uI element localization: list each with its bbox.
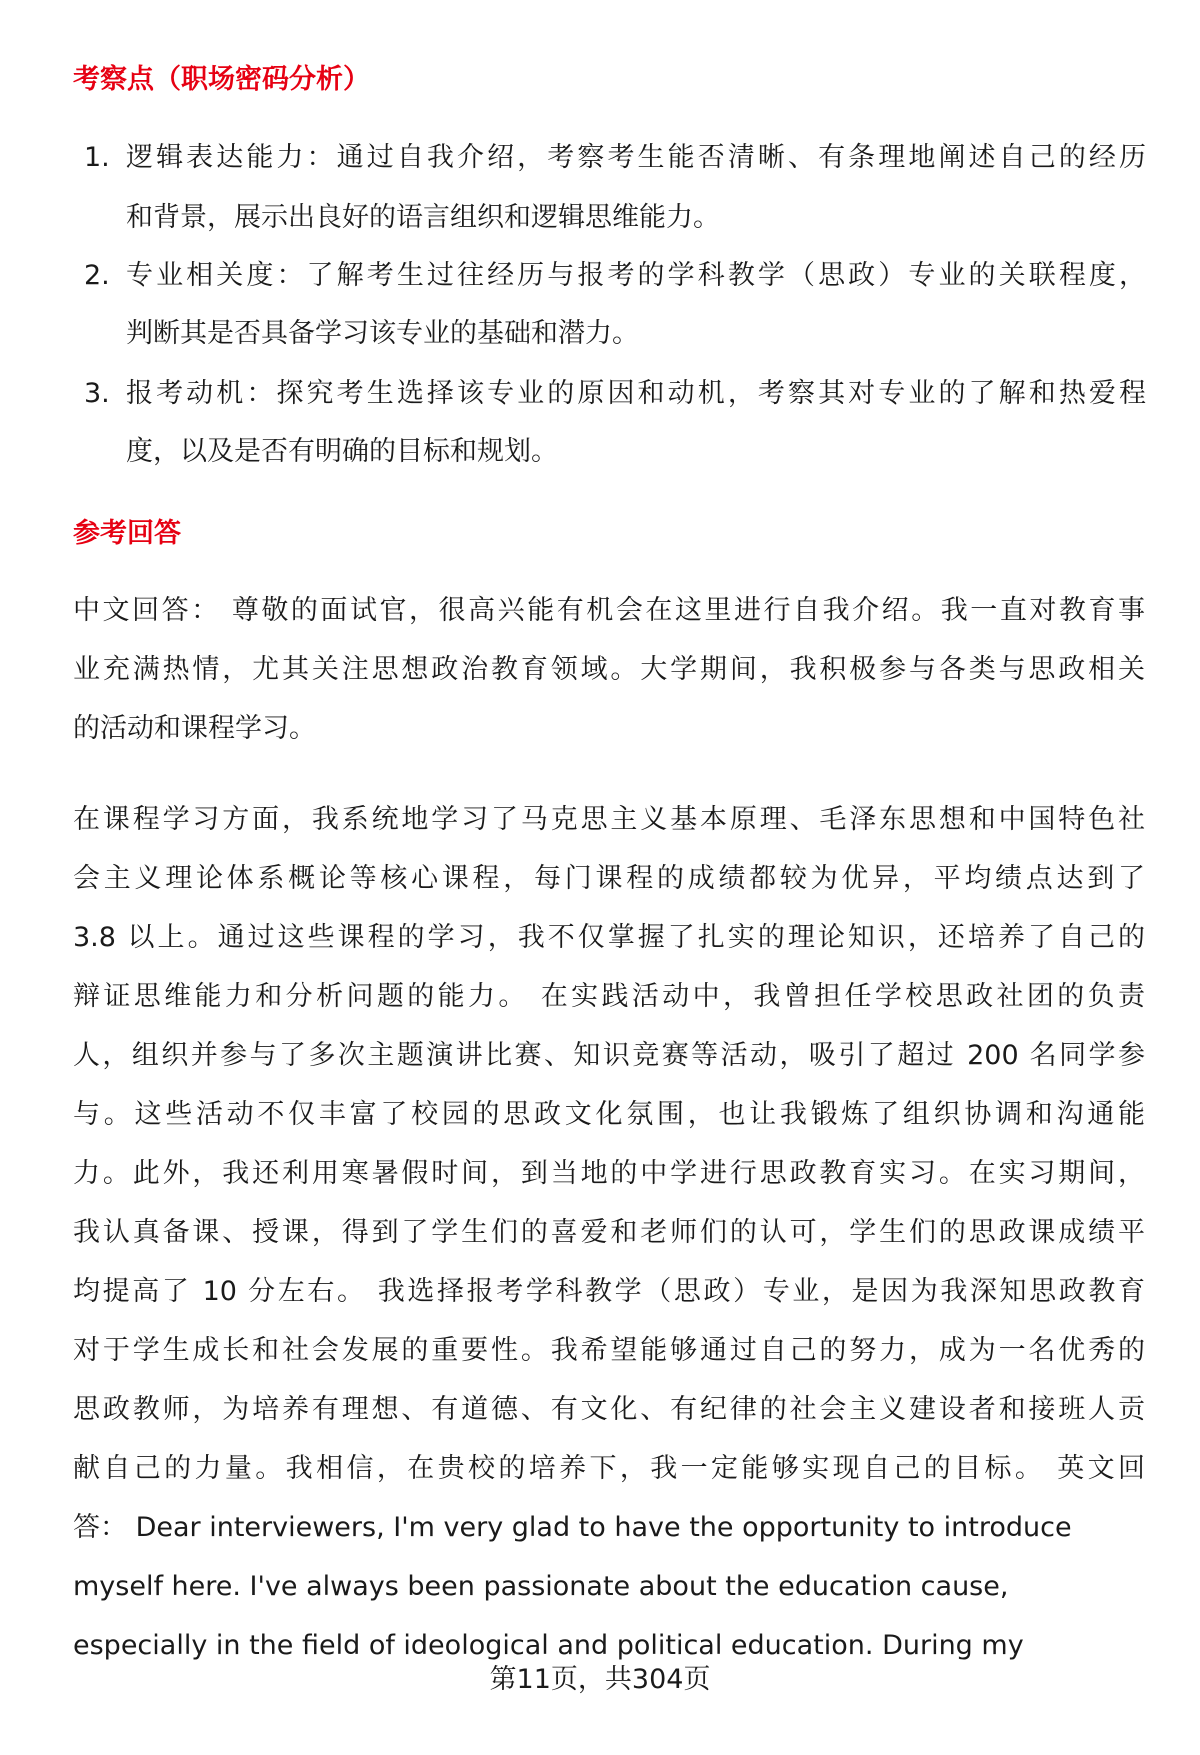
paragraph-line: 会主义理论体系概论等核心课程，每门课程的成绩都较为优异，平均绩点达到了 — [73, 863, 1145, 894]
paragraph-line: 答： Dear interviewers, I'm very glad to have the opportunity to introduce — [73, 1512, 1072, 1543]
list-item-text: 报考动机：探究考生选择该专业的原因和动机，考察其对专业的了解和热爱程 — [126, 378, 1146, 409]
paragraph-line: 在课程学习方面，我系统地学习了马克思主义基本原理、毛泽东思想和中国特色社 — [73, 804, 1145, 835]
paragraph-line: 的活动和课程学习。 — [73, 713, 316, 744]
paragraph-line: 辩证思维能力和分析问题的能力。 在实践活动中，我曾担任学校思政社团的负责 — [73, 981, 1145, 1012]
page-number: 第11页，共304页 — [489, 1664, 711, 1695]
paragraph-line: 与。这些活动不仅丰富了校园的思政文化氛围，也让我锻炼了组织协调和沟通能 — [73, 1099, 1145, 1130]
list-item-text: 和背景，展示出良好的语言组织和逻辑思维能力。 — [126, 202, 720, 233]
paragraph-line: especially in the field of ideological and political education. During my — [73, 1630, 1024, 1661]
paragraph-line: 力。此外，我还利用寒暑假时间，到当地的中学进行思政教育实习。在实习期间， — [73, 1158, 1145, 1189]
paragraph-line: 人，组织并参与了多次主题演讲比赛、知识竞赛等活动，吸引了超过 200 名同学参 — [73, 1040, 1145, 1071]
section-heading: 考察点（职场密码分析） — [73, 64, 370, 95]
paragraph-line: 均提高了 10 分左右。 我选择报考学科教学（思政）专业，是因为我深知思政教育 — [73, 1276, 1145, 1307]
list-item-text: 判断其是否具备学习该专业的基础和潜力。 — [126, 318, 639, 349]
paragraph-line: 业充满热情，尤其关注思想政治教育领域。大学期间，我积极参与各类与思政相关 — [73, 654, 1145, 685]
list-number: 2. — [84, 260, 110, 291]
list-item-text: 专业相关度：了解考生过往经历与报考的学科教学（思政）专业的关联程度， — [126, 260, 1146, 291]
paragraph-line: 思政教师，为培养有理想、有道德、有文化、有纪律的社会主义建设者和接班人贡 — [73, 1394, 1145, 1425]
paragraph-line: 我认真备课、授课，得到了学生们的喜爱和老师们的认可，学生们的思政课成绩平 — [73, 1217, 1145, 1248]
paragraph-line: 献自己的力量。我相信，在贵校的培养下，我一定能够实现自己的目标。 英文回 — [73, 1453, 1145, 1484]
paragraph-line: myself here. I've always been passionate about the education cause, — [73, 1571, 1009, 1602]
list-number: 3. — [84, 378, 110, 409]
section-heading: 参考回答 — [73, 518, 181, 549]
paragraph-line: 中文回答： 尊敬的面试官，很高兴能有机会在这里进行自我介绍。我一直对教育事 — [73, 595, 1145, 626]
paragraph-line: 对于学生成长和社会发展的重要性。我希望能够通过自己的努力，成为一名优秀的 — [73, 1335, 1145, 1366]
list-item-text: 度，以及是否有明确的目标和规划。 — [126, 436, 558, 467]
list-number: 1. — [84, 142, 110, 173]
paragraph-line: 3.8 以上。通过这些课程的学习，我不仅掌握了扎实的理论知识，还培养了自己的 — [73, 922, 1145, 953]
list-item-text: 逻辑表达能力：通过自我介绍，考察考生能否清晰、有条理地阐述自己的经历 — [126, 142, 1146, 173]
